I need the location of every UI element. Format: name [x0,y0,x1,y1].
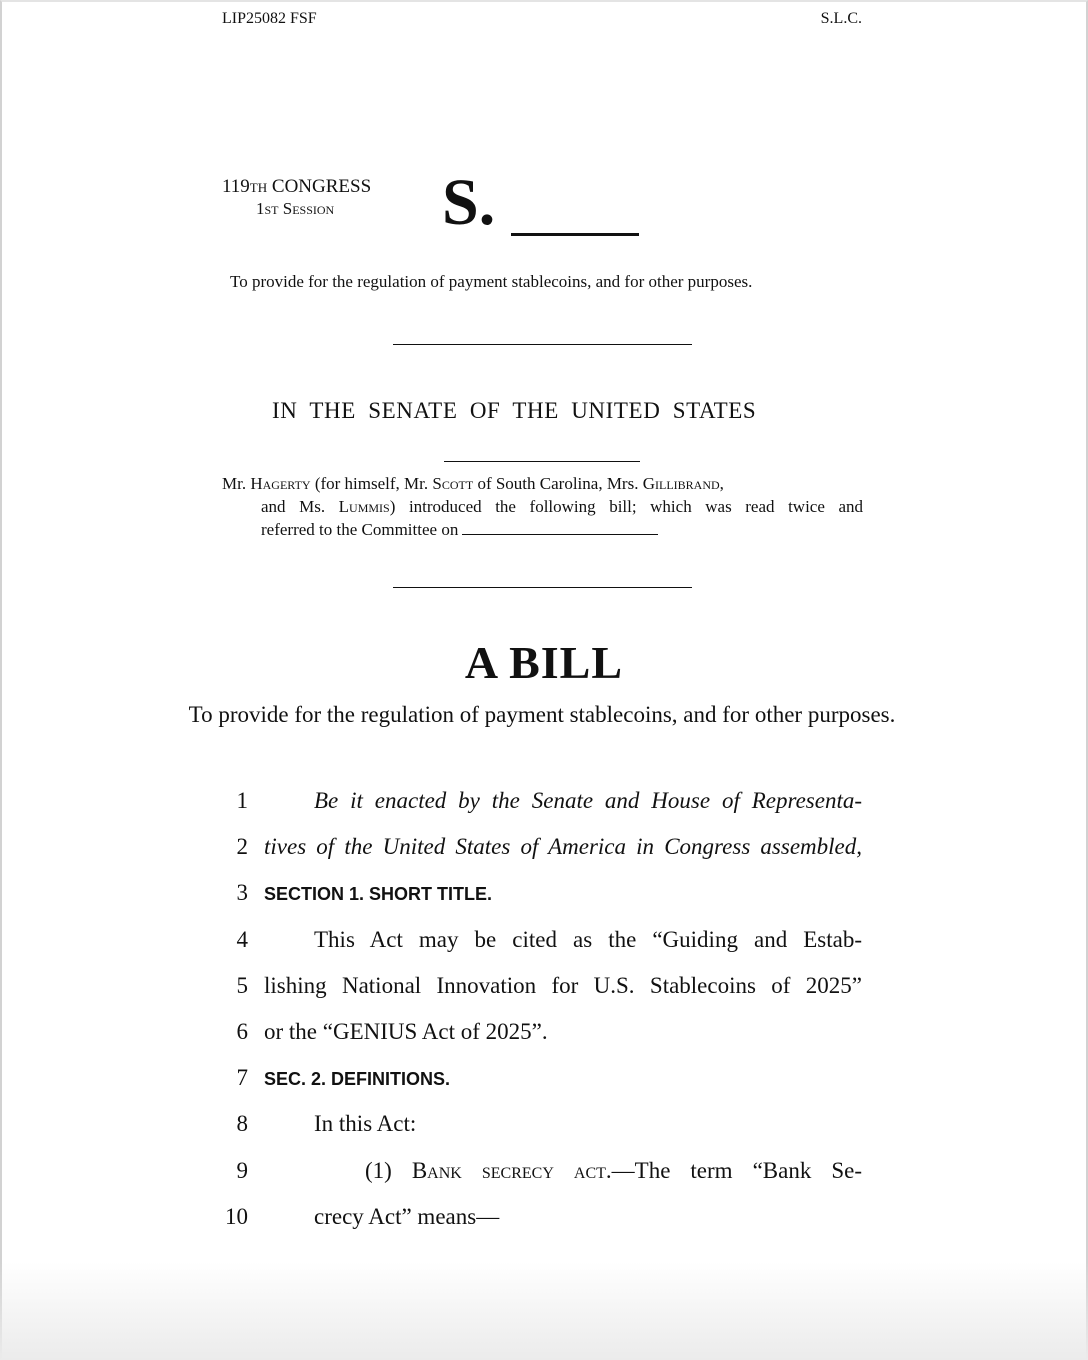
bill-text-line: (1) Bank secrecy act.—The term “Bank Se- [365,1158,862,1183]
sponsor-statement: Mr. Hagerty (for himself, Mr. Scott of South Carolina, Mrs. Gillibrand, and Ms. Lummis) introduced the following bill; which was read twice and referred to the Committee on [222,474,863,539]
line-number: 1 [236,788,248,813]
line-number: 6 [236,1019,248,1044]
bill-heading: A BILL [464,637,624,688]
line-number: 3 [236,880,248,905]
bill-text-line: or the “GENIUS Act of 2025”. [264,1019,548,1044]
bill-text-line: lishing National Innovation for U.S. Stablecoins of 2025” [264,973,862,998]
page-bottom-shadow [0,1262,1088,1360]
line-number: 2 [236,834,248,859]
long-title: To provide for the regulation of payment stablecoins, and for other purposes. [188,702,896,727]
section-heading: SEC. 2. DEFINITIONS. [264,1069,451,1089]
slc-label: S.L.C. [820,10,862,27]
line-number: 7 [236,1065,248,1090]
chamber-heading: IN THE SENATE OF THE UNITED STATES [272,398,757,423]
document-id: LIP25082 FSF [222,10,317,27]
divider-rule [393,344,692,345]
line-number: 4 [236,927,248,952]
section-heading: SECTION 1. SHORT TITLE. [264,884,493,904]
bill-number-prefix: S. [442,166,496,239]
line-number: 5 [236,973,248,998]
bill-text-line: tives of the United States of America in Congress assembled, [264,834,862,859]
committee-blank [462,520,658,535]
bill-text-line: Be it enacted by the Senate and House of Representa- [314,788,862,813]
bill-text-line: This Act may be cited as the “Guiding and Estab- [314,927,862,952]
divider-rule-short [444,461,640,462]
divider-rule [393,587,692,588]
bill-text-line: crecy Act” means— [314,1204,500,1229]
session-label: 1st Session [256,199,335,218]
bill-text-line: In this Act: [314,1111,417,1136]
line-number: 9 [236,1158,248,1183]
line-number: 10 [225,1204,248,1229]
line-number: 8 [236,1111,248,1136]
purpose-summary: To provide for the regulation of payment stablecoins, and for other purposes. [230,272,753,291]
congress-label: 119th CONGRESS [222,176,372,197]
bill-number-blank [511,233,639,236]
